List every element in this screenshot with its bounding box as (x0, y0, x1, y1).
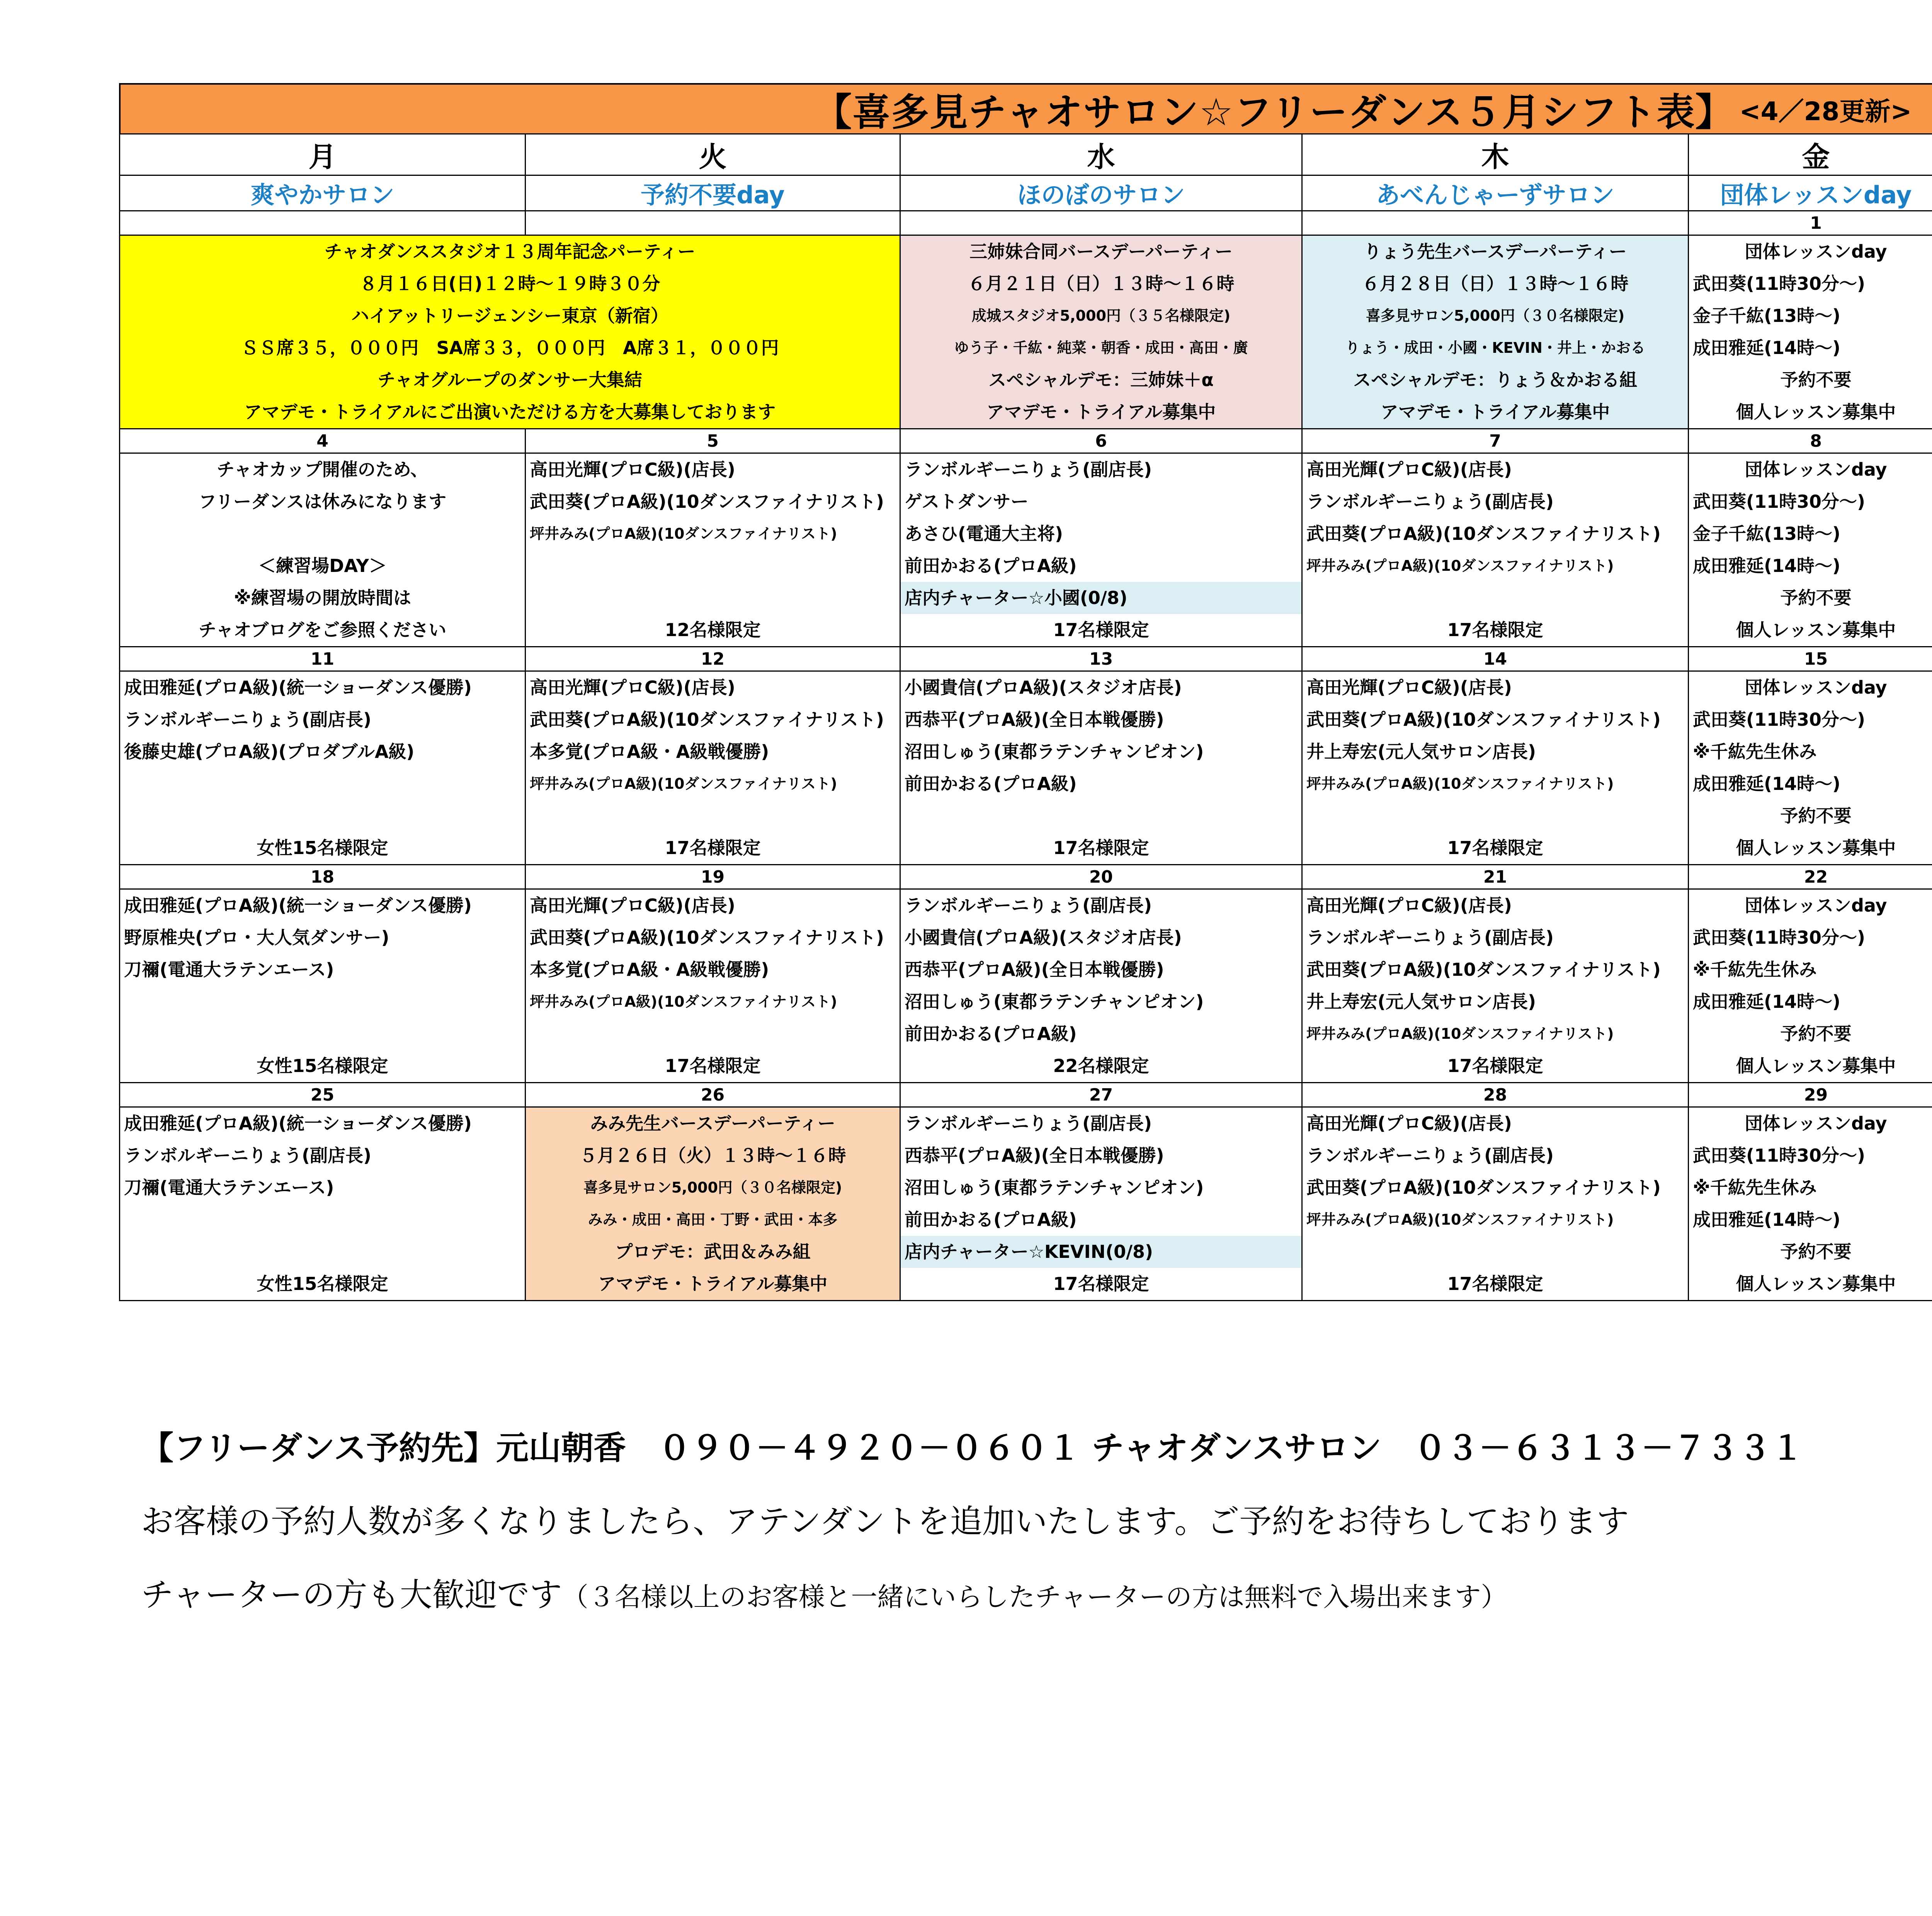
date-number (1302, 211, 1689, 235)
day-cell (1302, 1107, 1689, 1301)
salon-name: 団体レッスンday (1689, 175, 1932, 211)
charter-free-note: （３名様以上のお客様と一緒にいらしたチャーターの方は無料で入場出来ます） (562, 1582, 1507, 1613)
day-cell (1689, 453, 1932, 647)
shift-line: 前田かおる(プロA級) (905, 555, 1077, 576)
shift-line (120, 518, 525, 550)
day-cell (1302, 889, 1689, 1083)
shift-line: 個人レッスン募集中 (1736, 837, 1896, 858)
shift-line: 坪井みみ(プロA級)(10ダンスファイナリスト) (1306, 557, 1614, 574)
weekday-header: 木 (1302, 134, 1689, 175)
date-number: 18 (120, 865, 526, 889)
shift-row (120, 453, 1932, 647)
date-number: 25 (120, 1083, 526, 1107)
title-main: 【喜多見チャオサロン☆フリーダンス５月シフト表】 (814, 90, 1734, 134)
shift-line: 成田雅延(14時～) (1693, 773, 1841, 794)
shift-line: 武田葵(プロA級)(10ダンスファイナリスト) (530, 927, 884, 948)
sheet-title (119, 83, 1932, 133)
shift-line: 女性15名様限定 (257, 1273, 388, 1294)
shift-line: フリーダンスは休みになります (198, 491, 447, 512)
shift-line: 刀禰(電通大ラテンエース) (124, 1177, 334, 1198)
shift-line: 坪井みみ(プロA級)(10ダンスファイナリスト) (1306, 775, 1614, 792)
salon-name: ほのぼのサロン (900, 175, 1302, 211)
shift-line: 団体レッスンday (1745, 459, 1887, 480)
shift-line: 西恭平(プロA級)(全日本戦優勝) (905, 959, 1164, 980)
shift-line: ５月２６日（火）１３時～１６時 (579, 1145, 846, 1166)
shift-line: 個人レッスン募集中 (1736, 1055, 1896, 1076)
shift-line: 喜多見サロン5,000円（３０名様限定) (583, 1179, 842, 1196)
shift-line (1303, 1236, 1688, 1268)
shift-line: ※千紘先生休み (1693, 959, 1817, 980)
date-number: 8 (1689, 429, 1932, 453)
date-number-row (120, 647, 1932, 671)
shift-line: あさひ(電通大主将) (905, 523, 1063, 544)
date-number: 14 (1302, 647, 1689, 671)
shift-line: 坪井みみ(プロA級)(10ダンスファイナリスト) (1306, 1211, 1614, 1228)
shift-line: 個人レッスン募集中 (1736, 619, 1896, 640)
date-number: 5 (526, 429, 900, 453)
date-number-row (120, 1083, 1932, 1107)
shift-line: 後藤史雄(プロA級)(プロダブルA級) (124, 741, 415, 762)
shift-line: 17名様限定 (1447, 619, 1543, 640)
shift-line: 武田葵(11時30分～) (1693, 927, 1866, 948)
shift-line: 武田葵(プロA級)(10ダンスファイナリスト) (1306, 959, 1661, 980)
shift-row (120, 1107, 1932, 1301)
shift-line: 西恭平(プロA級)(全日本戦優勝) (905, 709, 1164, 730)
weekday-header: 月 (120, 134, 526, 175)
shift-line: 17名様限定 (1053, 619, 1149, 640)
shift-line: 成田雅延(プロA級)(統一ショーダンス優勝) (124, 1113, 472, 1134)
date-number: 15 (1689, 647, 1932, 671)
date-number: 1 (1689, 211, 1932, 235)
shift-line: 井上寿宏(元人気サロン店長) (1306, 741, 1536, 762)
shift-line: 前田かおる(プロA級) (905, 773, 1077, 794)
shift-line: ＜練習場DAY＞ (258, 555, 387, 576)
shift-line: 成田雅延(プロA級)(統一ショーダンス優勝) (124, 677, 472, 698)
day-cell (900, 1107, 1302, 1301)
shift-table (119, 133, 1932, 1301)
shift-line (120, 986, 525, 1018)
shift-line: 武田葵(プロA級)(10ダンスファイナリスト) (530, 491, 884, 512)
shift-line: ランボルギーニりょう(副店長) (905, 459, 1152, 480)
shift-line: 17名様限定 (665, 1055, 761, 1076)
shift-line (120, 1018, 525, 1050)
shift-line: 17名様限定 (1447, 1055, 1543, 1076)
day-cell (120, 235, 900, 429)
shift-line: 団体レッスンday (1745, 1113, 1887, 1134)
date-number: 12 (526, 647, 900, 671)
shift-line: ハイアットリージェンシー東京（新宿） (351, 305, 668, 326)
shift-line (120, 1204, 525, 1236)
shift-line: 個人レッスン募集中 (1736, 402, 1896, 422)
salon-name-row (120, 175, 1932, 211)
shift-line: 井上寿宏(元人気サロン店長) (1306, 991, 1536, 1012)
schedule-sheet (119, 83, 1932, 1301)
shift-line: 前田かおる(プロA級) (905, 1209, 1077, 1230)
shift-line: みみ先生バースデーパーティー (590, 1113, 835, 1134)
date-number: 13 (900, 647, 1302, 671)
footer-contact: 【フリーダンス予約先】元山朝香 ０９０－４９２０－０６０１ チャオダンスサロン ０３－６３１３－７３３１ (141, 1429, 1804, 1467)
shift-line: チャオダンススタジオ１３周年記念パーティー (324, 241, 696, 262)
shift-line: アマデモ・トライアル募集中 (986, 402, 1216, 422)
shift-line: 本多覚(プロA級・A級戦優勝) (530, 959, 769, 980)
weekday-header: 水 (900, 134, 1302, 175)
shift-line: チャオグループのダンサー大集結 (378, 369, 642, 390)
shift-line: ６月２８日（日）１３時～１６時 (1362, 273, 1629, 294)
shift-line: 成城スタジオ5,000円（３５名様限定) (971, 307, 1231, 324)
date-number: 28 (1302, 1083, 1689, 1107)
day-cell (1302, 453, 1689, 647)
weekday-header-row (120, 134, 1932, 175)
shift-line: 高田光輝(プロC級)(店長) (1306, 677, 1512, 698)
footer-attendant-note: お客様の予約人数が多くなりましたら、アテンダントを追加いたします。ご予約をお待ちしております (141, 1503, 1629, 1540)
shift-line: ＳＳ席３５，０００円 SA席３３，０００円 A席３１，０００円 (241, 337, 779, 358)
shift-line: 三姉妹合同バースデーパーティー (969, 241, 1233, 262)
shift-line: 武田葵(11時30分～) (1693, 1145, 1866, 1166)
shift-line: ランボルギーニりょう(副店長) (124, 709, 372, 730)
date-number (900, 211, 1302, 235)
shift-line: ランボルギーニりょう(副店長) (905, 895, 1152, 916)
date-number: 19 (526, 865, 900, 889)
title-update-note: <4／28更新> (1739, 96, 1912, 126)
day-cell (526, 671, 900, 865)
date-number: 22 (1689, 865, 1932, 889)
day-cell (1689, 1107, 1932, 1301)
date-number: 6 (900, 429, 1302, 453)
shift-line (901, 800, 1301, 832)
shift-line: 団体レッスンday (1745, 895, 1887, 916)
shift-line: ランボルギーニりょう(副店長) (1306, 491, 1554, 512)
shift-line: 17名様限定 (1447, 837, 1543, 858)
day-cell (1689, 671, 1932, 865)
day-cell (1689, 235, 1932, 429)
salon-name: 爽やかサロン (120, 175, 526, 211)
shift-line: 予約不要 (1780, 1023, 1852, 1044)
shift-line: ゆう子・千紘・純菜・朝香・成田・高田・廣 (954, 339, 1248, 356)
shift-line: みみ・成田・高田・丁野・武田・本多 (588, 1211, 838, 1228)
day-cell (1302, 671, 1689, 865)
shift-line (120, 800, 525, 832)
shift-line: チャオカップ開催のため、 (217, 459, 428, 480)
shift-line: 武田葵(11時30分～) (1693, 709, 1866, 730)
date-number: 7 (1302, 429, 1689, 453)
shift-line: 坪井みみ(プロA級)(10ダンスファイナリスト) (1306, 1025, 1614, 1042)
shift-line: 武田葵(プロA級)(10ダンスファイナリスト) (1306, 709, 1661, 730)
date-number (526, 211, 900, 235)
shift-line: 予約不要 (1780, 587, 1852, 608)
shift-line: 高田光輝(プロC級)(店長) (1306, 1113, 1512, 1134)
day-cell (526, 453, 900, 647)
date-number: 4 (120, 429, 526, 453)
shift-line: 女性15名様限定 (257, 1055, 388, 1076)
weekday-header: 金 (1689, 134, 1932, 175)
shift-line: 坪井みみ(プロA級)(10ダンスファイナリスト) (530, 993, 837, 1010)
shift-line: プロデモ：武田＆みみ組 (615, 1241, 811, 1262)
day-cell (526, 889, 900, 1083)
shift-line: 沼田しゅう(東都ラテンチャンピオン) (905, 991, 1204, 1012)
shift-line: りょう先生バースデーパーティー (1364, 241, 1627, 262)
shift-line: 前田かおる(プロA級) (905, 1023, 1077, 1044)
shift-line: ※千紘先生休み (1693, 1177, 1817, 1198)
shift-row (120, 235, 1932, 429)
shift-line: 成田雅延(14時～) (1693, 555, 1841, 576)
shift-line: 武田葵(プロA級)(10ダンスファイナリスト) (1306, 523, 1661, 544)
day-cell (1689, 889, 1932, 1083)
shift-line: 金子千紘(13時～) (1693, 305, 1841, 326)
day-cell (1302, 235, 1689, 429)
shift-line (1303, 800, 1688, 832)
shift-row (120, 889, 1932, 1083)
footer-charter-note (141, 1569, 1507, 1616)
day-cell (120, 671, 526, 865)
day-cell (120, 889, 526, 1083)
day-cell (120, 1107, 526, 1301)
shift-line: 沼田しゅう(東都ラテンチャンピオン) (905, 1177, 1204, 1198)
date-number: 27 (900, 1083, 1302, 1107)
day-cell (900, 235, 1302, 429)
shift-line: 坪井みみ(プロA級)(10ダンスファイナリスト) (530, 775, 837, 792)
shift-line: 武田葵(11時30分～) (1693, 491, 1866, 512)
shift-line: 予約不要 (1780, 369, 1852, 390)
date-number: 26 (526, 1083, 900, 1107)
date-number-row (120, 429, 1932, 453)
date-number-row (120, 865, 1932, 889)
shift-line: スペシャルデモ：三姉妹＋α (988, 369, 1214, 390)
shift-line: 22名様限定 (1053, 1055, 1149, 1076)
shift-row (120, 671, 1932, 865)
salon-name: あべんじゃーずサロン (1302, 175, 1689, 211)
shift-line: 女性15名様限定 (257, 837, 388, 858)
shift-line: 小國貴信(プロA級)(スタジオ店長) (905, 927, 1182, 948)
shift-line: 団体レッスンday (1745, 677, 1887, 698)
shift-line: 刀禰(電通大ラテンエース) (124, 959, 334, 980)
shift-line: 成田雅延(14時～) (1693, 337, 1841, 358)
weekday-header: 火 (526, 134, 900, 175)
shift-line: 成田雅延(14時～) (1693, 991, 1841, 1012)
date-number: 29 (1689, 1083, 1932, 1107)
shift-line (526, 550, 900, 582)
day-cell (900, 453, 1302, 647)
day-cell (900, 889, 1302, 1083)
shift-line: 高田光輝(プロC級)(店長) (1306, 895, 1512, 916)
shift-line: ８月１６日(日)１２時～１９時３０分 (359, 273, 660, 294)
shift-line (526, 1018, 900, 1050)
shift-line: 武田葵(プロA級)(10ダンスファイナリスト) (530, 709, 884, 730)
shift-line: 12名様限定 (665, 619, 761, 640)
shift-line: 高田光輝(プロC級)(店長) (530, 677, 735, 698)
shift-line: 金子千紘(13時～) (1693, 523, 1841, 544)
shift-line: ※千紘先生休み (1693, 741, 1817, 762)
shift-line: 野原椎央(プロ・大人気ダンサー) (124, 927, 389, 948)
shift-line: 小國貴信(プロA級)(スタジオ店長) (905, 677, 1182, 698)
shift-line: ランボルギーニりょう(副店長) (1306, 927, 1554, 948)
day-cell (120, 453, 526, 647)
shift-line: 店内チャーター☆KEVIN(0/8) (901, 1236, 1301, 1268)
shift-line: 成田雅延(14時～) (1693, 1209, 1841, 1230)
charter-welcome: チャーターの方も大歓迎です (141, 1576, 562, 1614)
shift-line: ランボルギーニりょう(副店長) (905, 1113, 1152, 1134)
shift-line (120, 768, 525, 800)
shift-line: 高田光輝(プロC級)(店長) (530, 459, 735, 480)
shift-line: 17名様限定 (1447, 1273, 1543, 1294)
shift-line: 17名様限定 (1053, 1273, 1149, 1294)
date-number: 11 (120, 647, 526, 671)
shift-line: 個人レッスン募集中 (1736, 1273, 1896, 1294)
shift-line: ランボルギーニりょう(副店長) (124, 1145, 372, 1166)
shift-line: 17名様限定 (1053, 837, 1149, 858)
shift-line (1303, 582, 1688, 614)
shift-line: 団体レッスンday (1745, 241, 1887, 262)
shift-line: アマデモ・トライアル募集中 (598, 1273, 828, 1294)
shift-line: 西恭平(プロA級)(全日本戦優勝) (905, 1145, 1164, 1166)
shift-line: アマデモ・トライアルにご出演いただける方を大募集しております (244, 402, 776, 422)
day-cell (900, 671, 1302, 865)
shift-line (526, 800, 900, 832)
shift-line: ランボルギーニりょう(副店長) (1306, 1145, 1554, 1166)
shift-line: 予約不要 (1780, 805, 1852, 826)
day-cell (526, 1107, 900, 1301)
date-number: 21 (1302, 865, 1689, 889)
shift-line: 高田光輝(プロC級)(店長) (530, 895, 735, 916)
shift-line: 店内チャーター☆小國(0/8) (901, 582, 1301, 614)
shift-line: ゲストダンサー (905, 491, 1029, 512)
shift-line: 武田葵(11時30分～) (1693, 273, 1866, 294)
shift-line: 17名様限定 (665, 837, 761, 858)
shift-line: 成田雅延(プロA級)(統一ショーダンス優勝) (124, 895, 472, 916)
shift-line: 予約不要 (1780, 1241, 1852, 1262)
shift-line: アマデモ・トライアル募集中 (1380, 402, 1610, 422)
shift-line: 喜多見サロン5,000円（３０名様限定) (1366, 307, 1625, 324)
date-number: 20 (900, 865, 1302, 889)
shift-line: 本多覚(プロA級・A級戦優勝) (530, 741, 769, 762)
shift-line (120, 1236, 525, 1268)
date-number-row (120, 211, 1932, 235)
shift-line: りょう・成田・小國・KEVIN・井上・かおる (1345, 339, 1645, 356)
salon-name: 予約不要day (526, 175, 900, 211)
shift-line: スペシャルデモ：りょう＆かおる組 (1353, 369, 1638, 390)
shift-line: チャオブログをご参照ください (198, 619, 447, 640)
shift-line: 武田葵(プロA級)(10ダンスファイナリスト) (1306, 1177, 1661, 1198)
shift-line: 高田光輝(プロC級)(店長) (1306, 459, 1512, 480)
shift-line: 坪井みみ(プロA級)(10ダンスファイナリスト) (530, 525, 837, 542)
shift-line: ６月２１日（日）１３時～１６時 (968, 273, 1235, 294)
shift-line (526, 582, 900, 614)
shift-line: 沼田しゅう(東都ラテンチャンピオン) (905, 741, 1204, 762)
date-number (120, 211, 526, 235)
shift-line: ※練習場の開放時間は (234, 587, 411, 608)
